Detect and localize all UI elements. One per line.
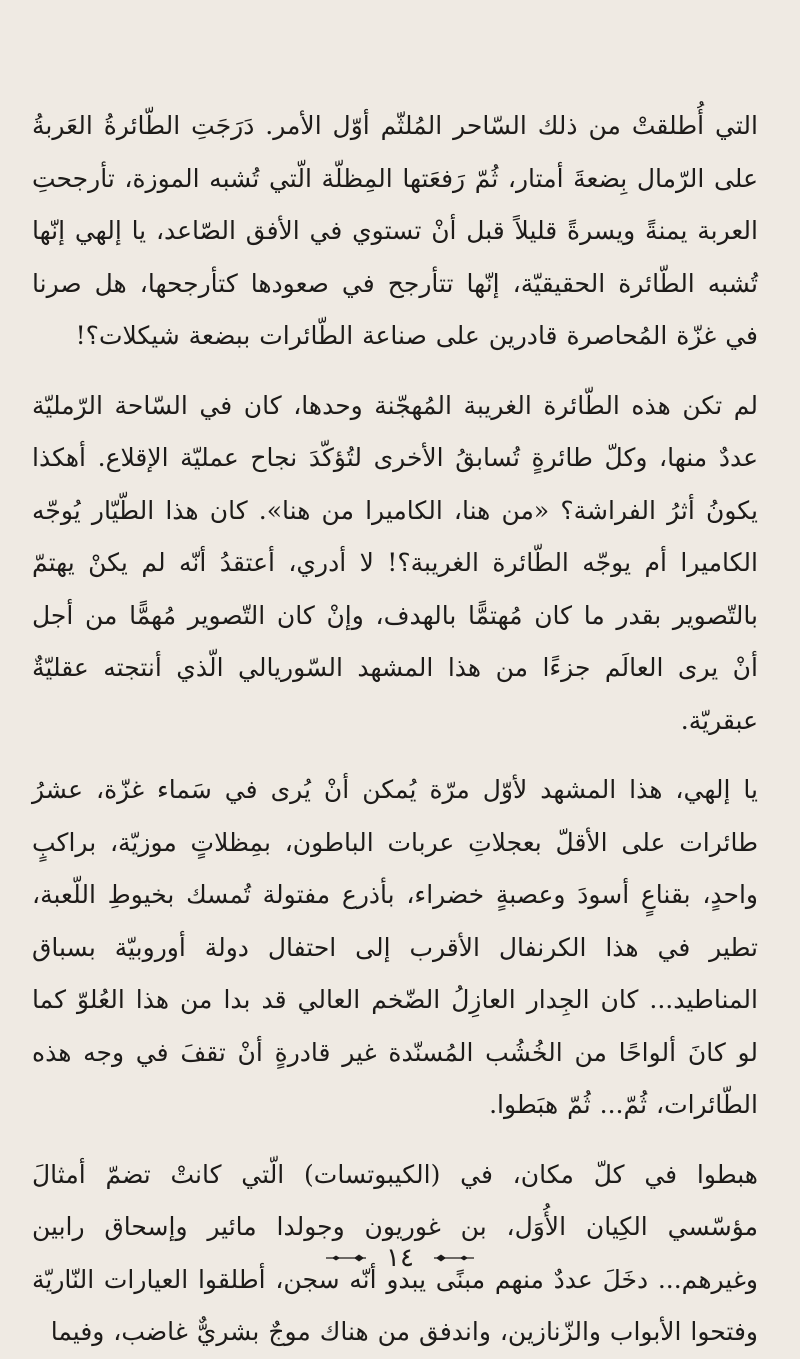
page-number: ١٤ xyxy=(386,1243,414,1273)
page-footer xyxy=(0,1238,800,1278)
paragraph-1: التي أُطلقتْ من ذلك السّاحر المُلثّم أوّل الأمر. دَرَجَتِ الطّائرةُ العَربةُ على الرّمال بِضعةَ أمتار، ثُمّ رَفعَتها المِظلّة الّتي تُشبه الموزة، تأرجحتِ العربة يمنةً ويسرةً قليلاً قبل أنْ تستوي في الأفق الصّاعد، يا إلهي إنّها تُشبه الطّائرة الحقيقيّة، إنّها تتأرجح في صعودها كتأرجحها، هل صرنا في غزّة المُحاصرة قادرين على صناعة الطّائرات ببضعة شيكلات؟! xyxy=(32,111,758,350)
paragraph-3: يا إلهي، هذا المشهد لأوّل مرّة يُمكن أنْ يُرى في سَماء غزّة، عشرُ طائرات على الأقلّ بعجلاتِ عربات الباطون، بمِظلاتٍ موزيّة، براكبٍ واحدٍ، بقناعٍ أسودَ وعصبةٍ خضراء، بأذرع مفتولة تُمسك بخيوطِ اللّعبة، تطير في هذا الكرنفال الأقرب إلى احتفال دولة أوروبيّة بسباق المناطيد... كان الجِدار العازِلُ الضّخم العالي قد بدا من هذا العُلوّ كما لو كانَ ألواحًا من الخُشُب المُسنّدة غير قادرةٍ أنْ تقفَ في وجه هذه الطّائرات، ثُمّ... ثُمّ هبَطوا. xyxy=(32,775,758,1119)
paragraph-4: هبطوا في كلّ مكان، في (الكيبوتسات) الّتي كانتْ تضمّ أمثالَ مؤسّسي الكِيان الأُوَل، بن غوريون وجولدا مائير وإسحاق رابين وغيرهم... دخَلَ عددٌ منهم مبنًى يبدو أنّه سجن، أطلقوا العيارات النّاريّة وفتحوا الأبواب والزّنازين، واندفق من هناك موجٌ بشريٌّ غاضب، وفيما xyxy=(32,1159,758,1346)
ornament-right-icon xyxy=(432,1252,476,1264)
ornament-left-icon xyxy=(324,1252,368,1264)
paragraph-2: لم تكن هذه الطّائرة الغريبة المُهجّنة وحدها، كان في السّاحة الرّمليّة عددٌ منها، وكلّ طائرةٍ تُسابقُ الأخرى لتُؤكّدَ نجاح عمليّة الإقلاع. أهكذا يكونُ أثرُ الفراشة؟ «من هنا، الكاميرا من هنا». كان هذا الطّيّار يُوجّه الكاميرا أم يوجّه الطّائرة الغريبة؟! لا أدري، أعتقدُ أنّه لم يكنْ يهتمّ بالتّصوير بقدر ما كان مُهتمًّا بالهدف، وإنْ كان التّصوير مُهمًّا من أجل أنْ يرى العالَم جزءًا من هذا المشهد السّوريالي الّذي أنتجته عقليّةٌ عبقريّة. xyxy=(32,390,758,735)
page-text xyxy=(32,100,758,1359)
